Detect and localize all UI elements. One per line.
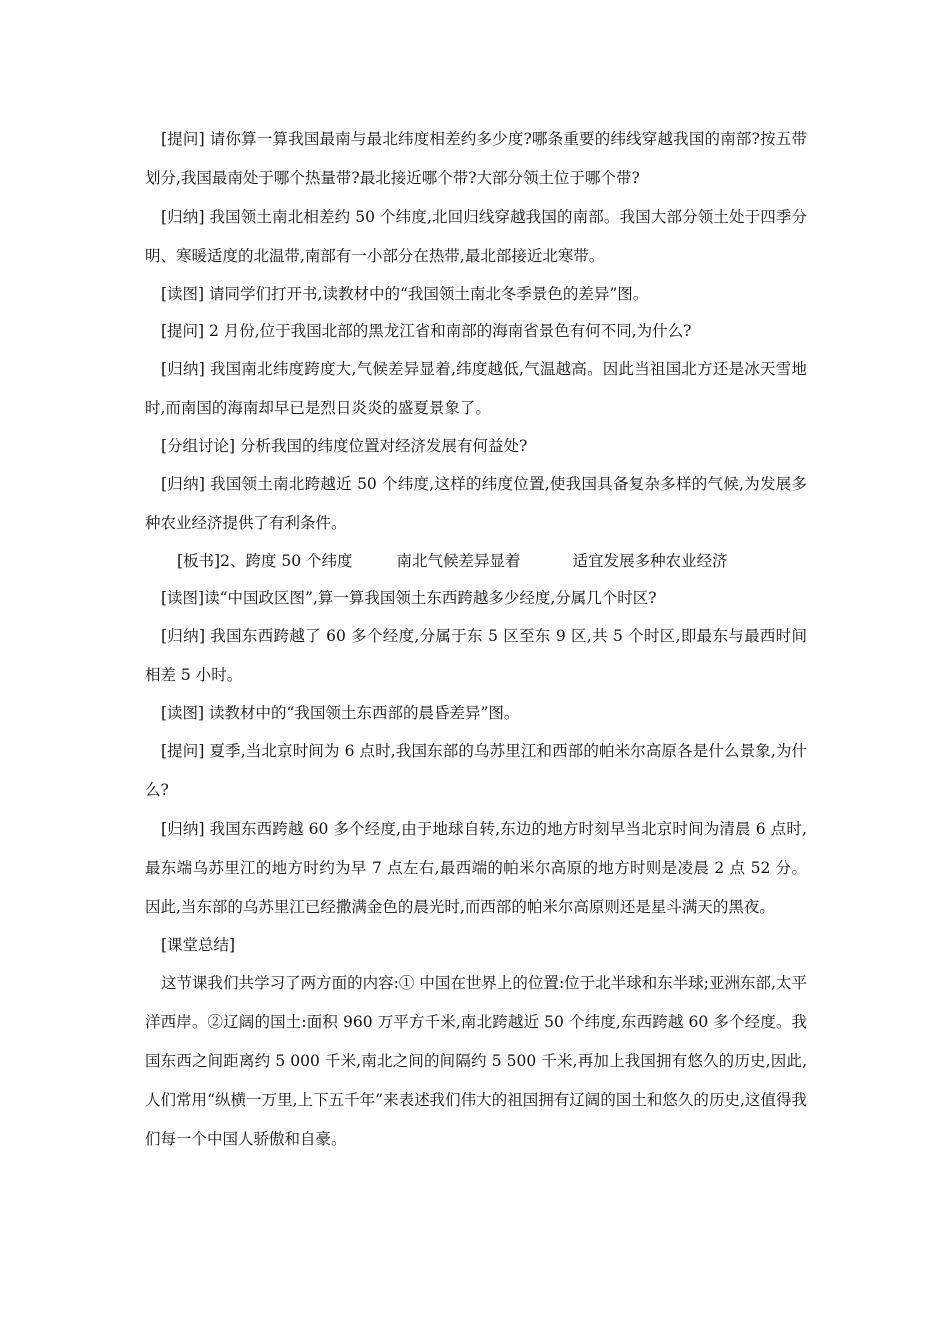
paragraph-question-latitude: [提问] 请你算一算我国最南与最北纬度相差约多少度?哪条重要的纬线穿越我国的南部?按五带划分,我国最南处于哪个热量带?最北接近哪个带?大部分领土位于哪个带? (145, 130, 807, 187)
paragraph-summary-local-time: [归纳] 我国东西跨越 60 多个经度,由于地球自转,东边的地方时刻早当北京时间为清晨 6 点时,最东端乌苏里江的地方时约为早 7 点左右,最西端的帕米尔高原的地方时则是凌晨 2 点 52 分。因此,当东部的乌苏里江已经撒满金色的晨光时,而西部的帕米尔高原则还是星斗满天的黑夜。 (145, 820, 807, 916)
section-heading-class-summary: [课堂总结] (161, 936, 236, 954)
paragraph-question-summer: [提问] 夏季,当北京时间为 6 点时,我国东部的乌苏里江和西部的帕米尔高原各是什么景象,为什么? (145, 742, 807, 799)
paragraph-class-summary: 这节课我们共学习了两方面的内容:① 中国在世界上的位置:位于北半球和东半球;亚洲东部,太平洋西岸。②辽阔的国土:面积 960 万平方千米,南北跨越近 50 个纬度,东西跨越 60 多个经度。我国东西之间距离约 5 000 千米,南北之间的间隔约 5 500 千米,再加上我国拥有悠久的历史,因此,人们常用“纵横一万里,上下五千年”来表述我们伟大的祖国拥有辽阔的国土和悠久的历史,这值得我们每一个中国人骄傲和自豪。 (145, 974, 807, 1148)
paragraph-read-map-dawn: [读图] 读教材中的“我国领土东西部的晨昏差异”图。 (161, 704, 520, 722)
paragraph-summary-latitude: [归纳] 我国领土南北相差约 50 个纬度,北回归线穿越我国的南部。我国大部分领土处于四季分明、寒暖适度的北温带,南部有一小部分在热带,最北部接近北寒带。 (145, 208, 807, 265)
board-notes (145, 543, 807, 580)
board-note-part2: 南北气候差异显着 (396, 552, 521, 570)
paragraph-read-map-political: [读图]读“中国政区图”,算一算我国领土东西跨越多少经度,分属几个时区? (161, 589, 657, 607)
paragraph-summary-timezones: [归纳] 我国东西跨越了 60 多个经度,分属于东 5 区至东 9 区,共 5 个时区,即最东与最西时间相差 5 小时。 (145, 627, 807, 684)
paragraph-read-map-winter: [读图] 请同学们打开书,读教材中的“我国领土南北冬季景色的差异”图。 (161, 285, 649, 303)
paragraph-summary-economy: [归纳] 我国领土南北跨越近 50 个纬度,这样的纬度位置,使我国具备复杂多样的气候,为发展多种农业经济提供了有利条件。 (145, 475, 807, 532)
paragraph-group-discussion: [分组讨论] 分析我国的纬度位置对经济发展有何益处? (161, 437, 528, 455)
paragraph-summary-climate: [归纳] 我国南北纬度跨度大,气候差异显着,纬度越低,气温越高。因此当祖国北方还是冰天雪地时,而南国的海南却早已是烈日炎炎的盛夏景象了。 (145, 360, 807, 417)
paragraph-question-february: [提问] 2 月份,位于我国北部的黑龙江省和南部的海南省景色有何不同,为什么? (161, 322, 692, 340)
document-body (145, 120, 807, 1159)
board-note-part1: [板书]2、跨度 50 个纬度 (177, 552, 353, 570)
board-note-part3: 适宜发展多种农业经济 (572, 552, 728, 570)
